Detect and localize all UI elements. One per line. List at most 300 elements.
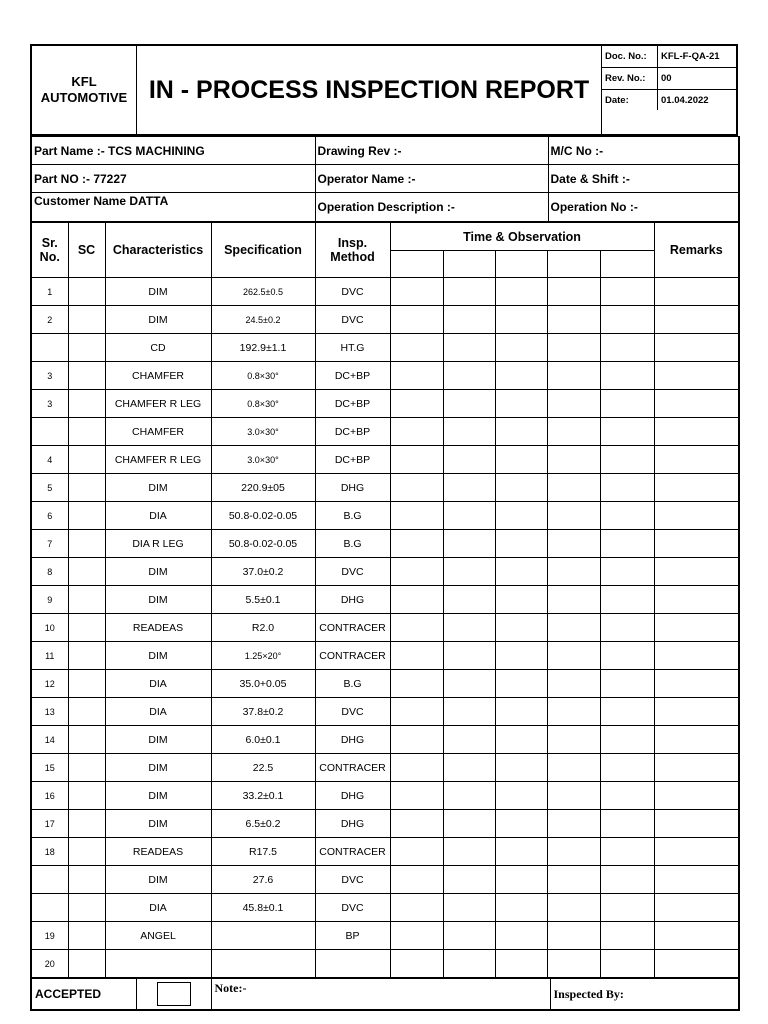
observation-cell[interactable] [443,278,495,306]
date-shift-field[interactable]: Date & Shift :- [548,165,739,193]
remarks-cell[interactable] [654,754,739,782]
observation-cell[interactable] [443,418,495,446]
sc-cell[interactable] [68,726,105,754]
observation-cell[interactable] [495,670,547,698]
remarks-cell[interactable] [654,838,739,866]
table-row [31,530,739,558]
insp-method-cell: DHG [315,586,390,614]
sr-no-cell: 17 [31,810,68,838]
sc-cell[interactable] [68,950,105,978]
observation-cell[interactable] [495,782,547,810]
observation-cell[interactable] [443,446,495,474]
remarks-cell[interactable] [654,866,739,894]
observation-cell[interactable] [495,362,547,390]
operator-name-field[interactable]: Operator Name :- [315,165,548,193]
drawing-rev-field[interactable]: Drawing Rev :- [315,137,548,165]
inspected-by-label: Inspected By: [553,986,624,1001]
sc-cell[interactable] [68,894,105,922]
observation-cell[interactable] [600,390,654,418]
insp-method-cell: DHG [315,810,390,838]
observation-cell[interactable] [495,922,547,950]
observation-cell[interactable] [547,670,600,698]
observation-cell[interactable] [547,614,600,642]
sc-cell[interactable] [68,782,105,810]
insp-method-cell: B.G [315,670,390,698]
observation-cell[interactable] [390,446,443,474]
observation-cell[interactable] [390,502,443,530]
observation-cell[interactable] [390,922,443,950]
table-row [31,866,739,894]
observation-cell[interactable] [443,502,495,530]
sc-cell[interactable] [68,586,105,614]
info-row [31,137,739,165]
col-header-insp-method: Insp. Method [315,223,390,278]
observation-cell[interactable] [495,614,547,642]
specification-cell: 22.5 [211,754,315,782]
observation-cell[interactable] [390,698,443,726]
sc-cell[interactable] [68,754,105,782]
col-header-sc: SC [68,223,105,278]
specification-cell: 45.8±0.1 [211,894,315,922]
table-row [31,446,739,474]
table-row [31,950,739,978]
note-label: Note:- [214,981,247,995]
table-row [31,474,739,502]
table-row [31,502,739,530]
observation-cell[interactable] [495,754,547,782]
insp-method-cell: CONTRACER [315,642,390,670]
observation-cell[interactable] [600,334,654,362]
specification-cell: 262.5±0.5 [211,278,315,306]
observation-cell[interactable] [390,950,443,978]
specification-cell: 27.6 [211,866,315,894]
observation-cell[interactable] [443,950,495,978]
specification-cell: 1.25×20° [211,642,315,670]
observation-cell[interactable] [547,782,600,810]
sr-no-cell: 19 [31,922,68,950]
observation-cell[interactable] [600,530,654,558]
observation-cell[interactable] [600,642,654,670]
sc-cell[interactable] [68,278,105,306]
observation-cell[interactable] [600,278,654,306]
company-logo [32,46,137,134]
remarks-cell[interactable] [654,334,739,362]
table-row [31,754,739,782]
observation-cell[interactable] [390,838,443,866]
remarks-cell[interactable] [654,698,739,726]
observation-cell[interactable] [390,754,443,782]
observation-cell[interactable] [547,866,600,894]
observation-cell[interactable] [390,782,443,810]
sc-cell[interactable] [68,418,105,446]
insp-method-cell: DVC [315,558,390,586]
observation-cell[interactable] [495,446,547,474]
sr-no-cell [31,334,68,362]
observation-cell[interactable] [600,726,654,754]
info-row [31,165,739,193]
table-row [31,558,739,586]
doc-no-value: KFL-F-QA-21 [661,51,720,62]
insp-method-cell: DC+BP [315,390,390,418]
note-field[interactable] [211,979,550,1011]
observation-cell[interactable] [547,502,600,530]
observation-cell[interactable] [600,446,654,474]
table-row [31,390,739,418]
sc-cell[interactable] [68,614,105,642]
accepted-checkbox[interactable] [157,982,191,1006]
observation-cell[interactable] [443,754,495,782]
specification-cell [211,950,315,978]
observation-cell[interactable] [495,838,547,866]
characteristic-cell: DIM [105,558,211,586]
remarks-cell[interactable] [654,810,739,838]
observation-cell[interactable] [390,614,443,642]
observation-cell[interactable] [390,810,443,838]
observation-cell[interactable] [600,810,654,838]
specification-cell: 0.8×30° [211,362,315,390]
insp-method-cell: CONTRACER [315,614,390,642]
inspection-report-sheet [30,44,738,1011]
observation-cell[interactable] [443,642,495,670]
specification-cell: 192.9±1.1 [211,334,315,362]
table-row [31,362,739,390]
part-name-field[interactable]: Part Name :- TCS MACHINING [31,137,315,165]
remarks-cell[interactable] [654,922,739,950]
info-table [30,136,740,222]
rev-no-value: 00 [661,73,672,84]
sr-no-cell [31,418,68,446]
observation-cell[interactable] [390,474,443,502]
observation-cell[interactable] [443,586,495,614]
observation-cell[interactable] [495,558,547,586]
sr-no-cell: 1 [31,278,68,306]
observation-cell[interactable] [495,894,547,922]
observation-cell[interactable] [495,334,547,362]
observation-cell[interactable] [600,670,654,698]
characteristic-cell [105,950,211,978]
table-row [31,894,739,922]
observation-cell[interactable] [390,894,443,922]
observation-cell[interactable] [600,894,654,922]
sr-no-cell: 13 [31,698,68,726]
sc-cell[interactable] [68,334,105,362]
remarks-cell[interactable] [654,586,739,614]
remarks-cell[interactable] [654,670,739,698]
remarks-cell[interactable] [654,894,739,922]
observation-cell[interactable] [547,390,600,418]
observation-cell[interactable] [600,838,654,866]
table-row [31,922,739,950]
specification-cell: 0.8×30° [211,390,315,418]
remarks-cell[interactable] [654,278,739,306]
observation-cell[interactable] [547,362,600,390]
observation-cell[interactable] [495,390,547,418]
sc-cell[interactable] [68,474,105,502]
observation-cell[interactable] [390,334,443,362]
characteristic-cell: READEAS [105,838,211,866]
remarks-cell[interactable] [654,558,739,586]
sr-no-cell: 20 [31,950,68,978]
characteristic-cell: CHAMFER [105,362,211,390]
remarks-cell[interactable] [654,502,739,530]
observation-cell[interactable] [600,922,654,950]
observation-slot-1 [390,251,443,278]
specification-cell: 5.5±0.1 [211,586,315,614]
observation-cell[interactable] [495,698,547,726]
date-value: 01.04.2022 [661,95,709,106]
observation-cell[interactable] [547,894,600,922]
observation-cell[interactable] [495,530,547,558]
observation-cell[interactable] [547,754,600,782]
observation-cell[interactable] [547,418,600,446]
observation-cell[interactable] [443,866,495,894]
observation-cell[interactable] [443,894,495,922]
sc-cell[interactable] [68,670,105,698]
table-row [31,614,739,642]
sc-cell[interactable] [68,530,105,558]
sc-cell[interactable] [68,306,105,334]
specification-cell: 35.0+0.05 [211,670,315,698]
characteristic-cell: CHAMFER [105,418,211,446]
specification-cell: 3.0×30° [211,446,315,474]
table-row [31,670,739,698]
mc-no-field[interactable]: M/C No :- [548,137,739,165]
observation-cell[interactable] [443,390,495,418]
insp-method-cell: CONTRACER [315,754,390,782]
observation-cell[interactable] [547,586,600,614]
footer-table [30,978,740,1011]
observation-cell[interactable] [443,334,495,362]
observation-cell[interactable] [600,614,654,642]
observation-cell[interactable] [547,474,600,502]
remarks-cell[interactable] [654,950,739,978]
insp-method-cell: B.G [315,502,390,530]
observation-cell[interactable] [390,530,443,558]
observation-cell[interactable] [495,418,547,446]
characteristic-cell: DIA [105,894,211,922]
sc-cell[interactable] [68,362,105,390]
observation-cell[interactable] [600,586,654,614]
characteristic-cell: DIM [105,726,211,754]
sr-no-cell: 3 [31,390,68,418]
characteristic-cell: DIM [105,866,211,894]
insp-method-cell: CONTRACER [315,838,390,866]
company-name-line1: KFL [71,74,97,89]
observation-cell[interactable] [443,698,495,726]
rev-no-label: Rev. No.: [602,68,658,89]
report-header [30,44,738,136]
observation-cell[interactable] [600,950,654,978]
observation-cell[interactable] [390,558,443,586]
observation-cell[interactable] [443,614,495,642]
observation-cell[interactable] [390,866,443,894]
insp-method-cell: DVC [315,278,390,306]
observation-cell[interactable] [390,586,443,614]
specification-cell: 3.0×30° [211,418,315,446]
sr-no-cell: 15 [31,754,68,782]
observation-cell[interactable] [547,922,600,950]
customer-name-field[interactable]: Customer Name DATTA [31,193,315,222]
sr-no-cell: 9 [31,586,68,614]
observation-cell[interactable] [600,474,654,502]
sc-cell[interactable] [68,810,105,838]
observation-cell[interactable] [547,278,600,306]
remarks-cell[interactable] [654,530,739,558]
remarks-cell[interactable] [654,362,739,390]
observation-cell[interactable] [390,306,443,334]
part-no-field[interactable]: Part NO :- 77227 [31,165,315,193]
specification-cell [211,922,315,950]
observation-cell[interactable] [443,838,495,866]
date-label: Date: [602,90,658,110]
sr-no-cell: 6 [31,502,68,530]
observation-cell[interactable] [600,698,654,726]
sc-cell[interactable] [68,838,105,866]
operation-no-field[interactable]: Operation No :- [548,193,739,222]
observation-cell[interactable] [495,306,547,334]
sc-cell[interactable] [68,698,105,726]
specification-cell: R17.5 [211,838,315,866]
observation-cell[interactable] [547,530,600,558]
sc-cell[interactable] [68,502,105,530]
observation-cell[interactable] [600,502,654,530]
remarks-cell[interactable] [654,474,739,502]
observation-cell[interactable] [443,362,495,390]
observation-cell[interactable] [495,950,547,978]
observation-cell[interactable] [600,418,654,446]
observation-cell[interactable] [495,726,547,754]
document-meta [601,46,737,134]
observation-cell[interactable] [390,670,443,698]
observation-cell[interactable] [547,306,600,334]
characteristic-cell: ANGEL [105,922,211,950]
remarks-cell[interactable] [654,446,739,474]
sr-no-cell: 8 [31,558,68,586]
operation-description-field[interactable]: Operation Description :- [315,193,548,222]
insp-method-cell: DC+BP [315,362,390,390]
observation-cell[interactable] [443,558,495,586]
col-header-sr-no: Sr. No. [31,223,68,278]
characteristic-cell: DIM [105,782,211,810]
observation-cell[interactable] [495,278,547,306]
observation-cell[interactable] [547,698,600,726]
observation-cell[interactable] [495,866,547,894]
observation-cell[interactable] [443,670,495,698]
observation-cell[interactable] [495,642,547,670]
observation-cell[interactable] [443,922,495,950]
remarks-cell[interactable] [654,418,739,446]
sc-cell[interactable] [68,558,105,586]
observation-cell[interactable] [390,726,443,754]
remarks-cell[interactable] [654,726,739,754]
sc-cell[interactable] [68,642,105,670]
sr-no-cell: 7 [31,530,68,558]
observation-cell[interactable] [495,502,547,530]
observation-cell[interactable] [547,950,600,978]
observation-cell[interactable] [547,838,600,866]
observation-cell[interactable] [443,306,495,334]
observation-cell[interactable] [495,474,547,502]
observation-cell[interactable] [547,726,600,754]
observation-slot-4 [547,251,600,278]
observation-cell[interactable] [547,446,600,474]
observation-cell[interactable] [495,810,547,838]
sc-cell[interactable] [68,922,105,950]
specification-cell: 37.0±0.2 [211,558,315,586]
table-row [31,418,739,446]
specification-cell: 6.5±0.2 [211,810,315,838]
observation-cell[interactable] [443,810,495,838]
sc-cell[interactable] [68,390,105,418]
characteristic-cell: DIA [105,698,211,726]
observation-cell[interactable] [600,754,654,782]
observation-cell[interactable] [547,642,600,670]
specification-cell: R2.0 [211,614,315,642]
observation-cell[interactable] [600,306,654,334]
remarks-cell[interactable] [654,306,739,334]
observation-slot-3 [495,251,547,278]
table-row [31,278,739,306]
observation-cell[interactable] [547,334,600,362]
observation-cell[interactable] [547,558,600,586]
observation-cell[interactable] [390,390,443,418]
sc-cell[interactable] [68,446,105,474]
insp-method-cell: DHG [315,782,390,810]
insp-method-cell: DVC [315,698,390,726]
table-row [31,698,739,726]
specification-cell: 33.2±0.1 [211,782,315,810]
sc-cell[interactable] [68,866,105,894]
characteristic-cell: DIA [105,670,211,698]
company-name-line2: AUTOMOTIVE [40,90,128,105]
observation-cell[interactable] [443,782,495,810]
remarks-cell[interactable] [654,614,739,642]
observation-cell[interactable] [390,278,443,306]
report-title: IN - PROCESS INSPECTION REPORT [148,75,590,104]
observation-cell[interactable] [600,362,654,390]
observation-cell[interactable] [495,586,547,614]
table-row [31,838,739,866]
accepted-label: ACCEPTED [31,979,136,1011]
remarks-cell[interactable] [654,642,739,670]
observation-slot-2 [443,251,495,278]
observation-cell[interactable] [600,866,654,894]
observation-cell[interactable] [600,558,654,586]
sr-no-cell [31,866,68,894]
observation-cell[interactable] [600,782,654,810]
rev-no-row [602,68,737,90]
characteristic-cell: CHAMFER R LEG [105,390,211,418]
characteristic-cell: DIM [105,474,211,502]
characteristic-cell: DIM [105,586,211,614]
observation-cell[interactable] [443,530,495,558]
characteristic-cell: DIM [105,810,211,838]
characteristic-cell: DIM [105,754,211,782]
remarks-cell[interactable] [654,390,739,418]
observation-cell[interactable] [443,726,495,754]
info-row [31,193,739,222]
observation-cell[interactable] [443,474,495,502]
observation-cell[interactable] [547,810,600,838]
remarks-cell[interactable] [654,782,739,810]
doc-no-row [602,46,737,68]
observation-cell[interactable] [390,418,443,446]
observation-cell[interactable] [390,362,443,390]
insp-method-cell: DVC [315,306,390,334]
inspected-by-field[interactable] [550,979,739,1011]
insp-method-cell: DHG [315,474,390,502]
observation-cell[interactable] [390,642,443,670]
